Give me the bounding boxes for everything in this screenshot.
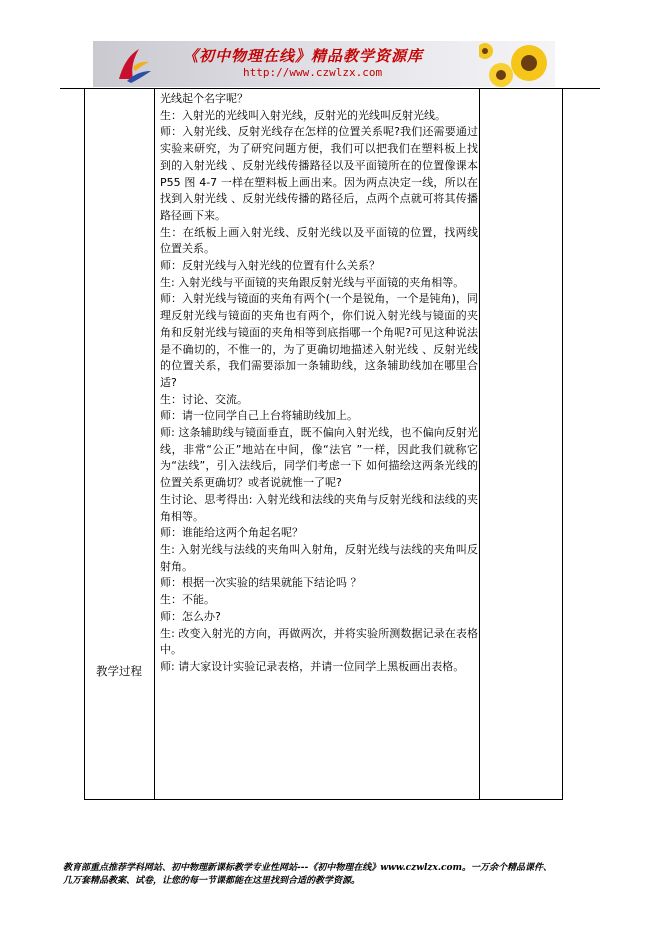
content-line: 生：讨论、交流。 [160,392,248,406]
banner-title: 《初中物理在线》精品教学资源库 [183,47,424,65]
content-line: 生：入射光的光线叫入射光线，反射光的光线叫反射光线。 [160,108,446,122]
content-line: 师：反射光线与入射光线的位置有什么关系？ [160,259,380,273]
content-line: 生: 入射光线与平面镜的夹角跟反射光线与平面镜的夹角相等。 [160,275,465,289]
row-label: 教学过程 [96,664,142,678]
table-border-left [84,88,85,800]
content-line: 师：根据一次实验的结果就能下结论吗 ？ [160,576,362,590]
banner-url[interactable]: http://www.czwlzx.com [243,66,383,79]
site-logo [113,45,153,85]
content-line: 生：在纸板上画入射光线、反射光线以及平面镜的位置，找两线位置关系。 [160,225,478,256]
content-line: 师: 请大家设计实验记录表格，并请一位同学上黑板画出表格。 [160,659,465,673]
table-divider-1 [154,88,155,800]
content-line: 师：怎么办? [160,609,221,623]
content-line: 师：入射光线、反射光线存在怎样的位置关系呢?我们还需要通过实验来研究，为了研究问题方便，我们可以把我们在塑料板上找到的入射光线 、反射光线传播路径以及平面镜所在的位置像课本 P55 图 4-7 一样在塑料板上画出来。因为两点决定一线，所以在找到入射光线 、反射光线传播的路径后，点两个点就可将其传播路径画下来。 [160,125,478,222]
content-line: 光线起个名字呢？ [160,92,248,105]
header-banner [93,41,555,87]
content-line: 生：不能。 [160,593,215,607]
lesson-table [84,88,563,800]
table-divider-2 [479,88,480,800]
lesson-content [160,91,478,676]
sunflower-image [479,41,551,87]
content-line: 生: 入射光线与法线的夹角叫入射角，反射光线与法线的夹角叫反射角。 [160,542,478,573]
content-line: 生讨论、思考得出: 入射光线和法线的夹角与反射光线和法线的夹角相等。 [160,492,478,523]
page-footer [63,862,603,888]
footer-line-2: 几万套精品教案、试卷，让您的每一节课都能在这里找到合适的教学资源。 [63,876,361,886]
content-line: 师：请一位同学自己上台将辅助线加上。 [160,409,358,423]
table-border-right [562,88,563,800]
footer-line-1: 教育部重点推荐学科网站、初中物理新课标教学专业性网站---《初中物理在线》www.czwlzx.com。一万余个精品课件、 [63,863,553,873]
content-line: 生: 改变入射光的方向，再做两次，并将实验所测数据记录在表格中。 [160,626,478,657]
content-line: 师：入射光线与镜面的夹角有两个(一个是锐角，一个是钝角)，同理反射光线与镜面的夹角也有两个，你们说入射光线与镜面的夹角和反射光线与镜面的夹角相等到底指哪一个角呢?可见这种说法是不确切的，不惟一的，为了更确切地描述入射光线 、反射光线的位置关系，我们需要添加一条辅助线，这条辅助线加在哪里合适? [160,292,478,389]
content-line: 师: 这条辅助线与镜面垂直，既不偏向入射光线，也不偏向反射光线，非常“公正”地站在中间，像“法官 ”一样，因此我们就称它为“法线”，引入法线后，同学们考虑一下 如何描绘这两条光线的位置关系更确切？或者说就惟一了呢? [160,426,478,490]
content-line: 师：谁能给这两个角起名呢？ [160,526,303,540]
table-border-bottom [84,799,563,800]
